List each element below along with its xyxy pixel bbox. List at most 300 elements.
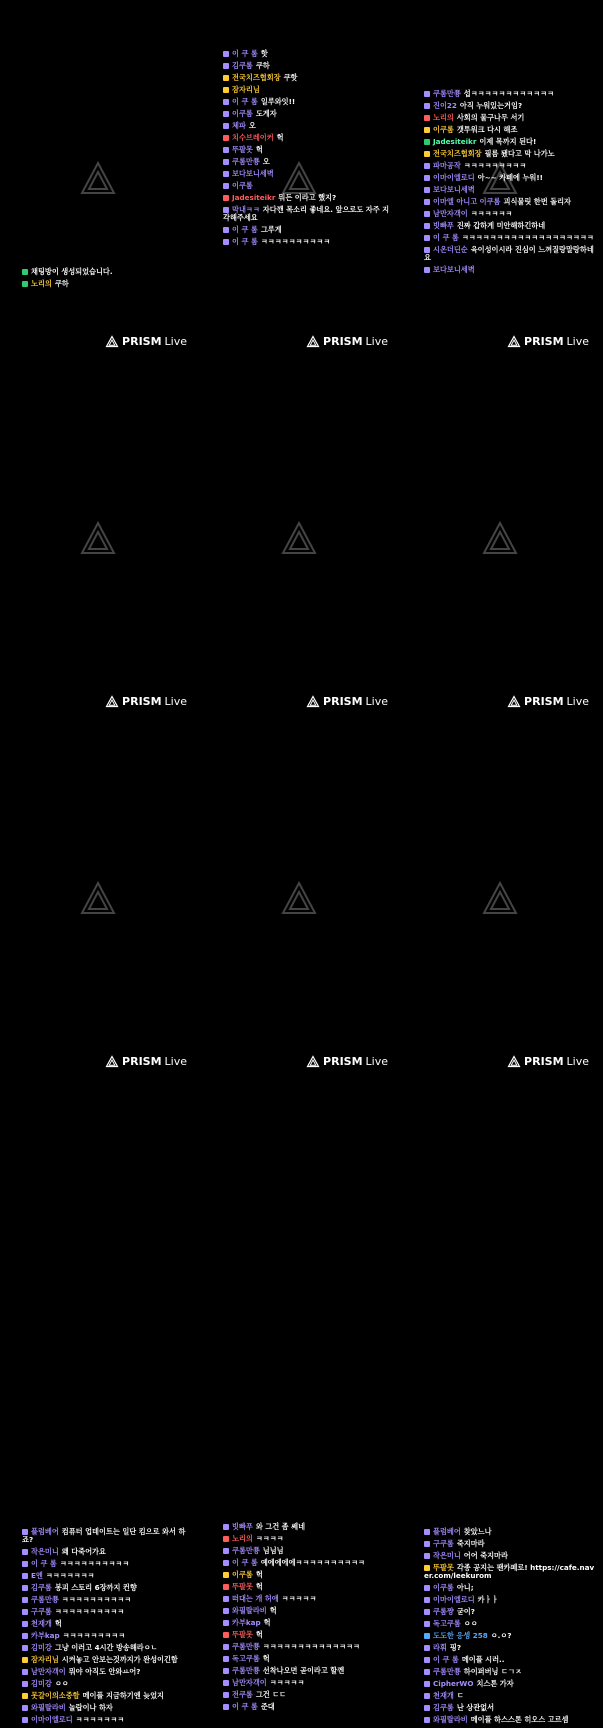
chat-nickname: 구쿠롬 bbox=[31, 1607, 52, 1616]
brand-name: PRISM bbox=[122, 695, 162, 708]
user-badge-icon bbox=[223, 99, 229, 105]
user-badge-icon bbox=[424, 1541, 430, 1547]
user-badge-icon bbox=[424, 1645, 430, 1651]
chat-text: 님님님 bbox=[262, 1546, 284, 1555]
brand-suffix: Live bbox=[566, 695, 589, 708]
chat-text: 헉 bbox=[54, 1619, 62, 1628]
chat-nickname: 뚜팔못 bbox=[232, 1630, 253, 1639]
chat-message bbox=[22, 1644, 195, 1652]
chat-message bbox=[22, 1584, 195, 1592]
chat-nickname: 이마엘 아니고 이쿠롬 bbox=[433, 197, 501, 206]
chat-message bbox=[223, 1607, 396, 1615]
chat-nickname: Jadesiteikr bbox=[232, 193, 276, 202]
prism-logo-icon bbox=[508, 1056, 520, 1067]
chat-text: 그냥 이러고 4시간 방송해라ㅇㄴ bbox=[54, 1643, 158, 1652]
user-badge-icon bbox=[223, 171, 229, 177]
chat-nickname: 이쿠롬 bbox=[433, 125, 454, 134]
chat-message bbox=[424, 246, 597, 262]
chat-message bbox=[223, 1631, 396, 1639]
brand-name: PRISM bbox=[524, 335, 564, 348]
chat-nickname: 빗빠푸 bbox=[232, 1522, 253, 1531]
chat-nickname: 이 쿠 롬 bbox=[232, 1558, 258, 1567]
chat-text: 어어 죽지마라 bbox=[463, 1551, 508, 1560]
chat-nickname: 카부kap bbox=[31, 1631, 60, 1640]
chat-message bbox=[424, 1692, 597, 1700]
chat-message bbox=[22, 1528, 195, 1544]
user-badge-icon bbox=[424, 1693, 430, 1699]
chat-message bbox=[424, 138, 597, 146]
chat-nickname: CipherWO bbox=[433, 1679, 474, 1688]
chat-nickname: 카부kap bbox=[232, 1618, 261, 1627]
chat-panel bbox=[402, 720, 601, 1724]
chat-message bbox=[424, 1620, 597, 1628]
chat-message bbox=[223, 206, 396, 222]
user-badge-icon bbox=[223, 1632, 229, 1638]
chat-message bbox=[223, 1679, 396, 1687]
chat-list bbox=[424, 1528, 597, 1728]
chat-nickname: 김미강 bbox=[31, 1643, 52, 1652]
chat-list bbox=[424, 90, 597, 278]
user-badge-icon bbox=[424, 115, 430, 121]
user-badge-icon bbox=[223, 147, 229, 153]
brand-suffix: Live bbox=[164, 1055, 187, 1068]
prism-logo-icon bbox=[106, 1056, 118, 1067]
user-badge-icon bbox=[22, 1705, 28, 1711]
prism-watermark-icon bbox=[80, 520, 116, 556]
prism-logo-icon bbox=[307, 696, 319, 707]
chat-message bbox=[223, 74, 396, 82]
chat-list bbox=[223, 1523, 396, 1715]
chat-text: ㅋㅋㅋㅋㅋㅋㅋㅋㅋㅋㅋㅋㅋㅋ bbox=[262, 1642, 360, 1651]
chat-message bbox=[22, 1572, 195, 1580]
chat-panel bbox=[402, 360, 601, 716]
chat-nickname: 쿠롬만쭁 bbox=[232, 1642, 260, 1651]
chat-message bbox=[223, 146, 396, 154]
user-badge-icon bbox=[223, 195, 229, 201]
chat-nickname: 보다보니세벽 bbox=[433, 265, 475, 274]
chat-text: ㅇㅇ bbox=[54, 1679, 69, 1688]
chat-text: 준대 bbox=[260, 1702, 275, 1711]
chat-message bbox=[22, 280, 195, 288]
chat-message bbox=[424, 1596, 597, 1604]
chat-text: 섭ㅋㅋㅋㅋㅋㅋㅋㅋㅋㅋㅋㅋ bbox=[463, 89, 555, 98]
chat-message bbox=[424, 1564, 597, 1580]
prism-logo-icon bbox=[508, 336, 520, 347]
user-badge-icon bbox=[223, 1668, 229, 1674]
chat-nickname: 김쿠롬 bbox=[433, 1703, 454, 1712]
user-badge-icon bbox=[424, 103, 430, 109]
user-badge-icon bbox=[22, 1669, 28, 1675]
user-badge-icon bbox=[223, 1524, 229, 1530]
chat-nickname: 보다보니세벽 bbox=[433, 185, 475, 194]
chat-message bbox=[22, 1692, 195, 1700]
chat-nickname: 이 쿠 롬 bbox=[31, 1559, 57, 1568]
chat-text: 메이플 시러.. bbox=[461, 1655, 505, 1664]
prism-live-logo bbox=[307, 1055, 388, 1068]
chat-message bbox=[223, 170, 396, 178]
chat-message bbox=[223, 1559, 396, 1567]
user-badge-icon bbox=[22, 1573, 28, 1579]
chat-nickname: 와필랄라비 bbox=[31, 1703, 66, 1712]
user-badge-icon bbox=[223, 1656, 229, 1662]
chat-text: ㅇ.ㅇ? bbox=[490, 1631, 512, 1640]
chat-text: 카ㅏㅏ bbox=[477, 1595, 499, 1604]
chat-text: 갯투워크 다시 해조 bbox=[456, 125, 518, 134]
chat-text: 아~~ 카페에 누워!! bbox=[477, 173, 543, 182]
chat-text: 헉 bbox=[269, 1606, 277, 1615]
brand-suffix: Live bbox=[164, 695, 187, 708]
brand-suffix: Live bbox=[566, 335, 589, 348]
user-badge-icon bbox=[223, 87, 229, 93]
brand-suffix: Live bbox=[365, 1055, 388, 1068]
chat-message bbox=[223, 1667, 396, 1675]
user-badge-icon bbox=[22, 269, 28, 275]
chat-message bbox=[223, 1595, 396, 1603]
chat-nickname: 이마이엘로디 bbox=[31, 1715, 73, 1724]
user-badge-icon bbox=[223, 159, 229, 165]
chat-text: 일루와잇!! bbox=[260, 97, 296, 106]
chat-nickname: 노리의 bbox=[433, 113, 454, 122]
user-badge-icon bbox=[223, 1704, 229, 1710]
chat-nickname: 이쿠롬 bbox=[232, 1570, 253, 1579]
user-badge-icon bbox=[223, 239, 229, 245]
chat-message bbox=[223, 1523, 396, 1531]
chat-nickname: 쿠롬만쭁 bbox=[31, 1595, 59, 1604]
chat-text: 시켜놓고 안보는것까지가 완성이긴함 bbox=[61, 1655, 178, 1664]
user-badge-icon bbox=[424, 151, 430, 157]
user-badge-icon bbox=[424, 223, 430, 229]
chat-text: ㅋㅋㅋㅋㅋㅋㅋ bbox=[75, 1715, 125, 1724]
chat-text: 헉 bbox=[262, 1654, 270, 1663]
brand-suffix: Live bbox=[566, 1055, 589, 1068]
chat-text: 필름 됐다고 막 나가노 bbox=[484, 149, 555, 158]
chat-text: 오 bbox=[262, 157, 270, 166]
chat-message bbox=[424, 1552, 597, 1560]
chat-nickname: 김쿠롬 bbox=[31, 1583, 52, 1592]
chat-nickname: 떠대는 개 허애 bbox=[232, 1594, 279, 1603]
user-badge-icon bbox=[424, 139, 430, 145]
chat-nickname: 노리의 bbox=[31, 279, 52, 288]
chat-text: 자다깬 목소리 좋네요. 앞으로도 자주 지각해주세요 bbox=[223, 205, 390, 222]
chat-text: ㅋㅋㅋㅋㅋㅋㅋㅋㅋ bbox=[463, 161, 527, 170]
user-badge-icon bbox=[22, 1597, 28, 1603]
chat-message bbox=[424, 198, 597, 206]
chat-text: 쿠하 bbox=[255, 61, 270, 70]
brand-name: PRISM bbox=[122, 335, 162, 348]
chat-text: ㅋㅋㅋㅋㅋㅋㅋㅋㅋㅋ bbox=[54, 1607, 125, 1616]
chat-nickname: 라휘 bbox=[433, 1643, 447, 1652]
user-badge-icon bbox=[22, 1657, 28, 1663]
chat-text: 각종 공지는 팬카페로! https://cafe.naver.com/leekurom bbox=[424, 1563, 595, 1580]
chat-text: 괴식물릿 한번 돌리자 bbox=[503, 197, 571, 206]
chat-text: 핫 bbox=[260, 49, 268, 58]
chat-text: 왜 다죽어가요 bbox=[61, 1547, 106, 1556]
chat-list bbox=[223, 50, 396, 250]
chat-text: 오 bbox=[248, 121, 256, 130]
user-badge-icon bbox=[223, 135, 229, 141]
chat-message bbox=[223, 1643, 396, 1651]
chat-text: 핑? bbox=[449, 1643, 462, 1652]
chat-nickname: 못갈이의소중함 bbox=[31, 1691, 80, 1700]
chat-message bbox=[223, 1535, 396, 1543]
chat-message bbox=[424, 210, 597, 218]
chat-nickname: 뚜팔못 bbox=[232, 1582, 253, 1591]
chat-nickname: 이쿠롬 bbox=[232, 109, 253, 118]
chat-nickname: 치수브레이커 bbox=[232, 133, 274, 142]
chat-message bbox=[22, 1716, 195, 1724]
chat-nickname: 전국치즈협회장 bbox=[232, 73, 281, 82]
chat-nickname: 시온더딘순 bbox=[433, 245, 468, 254]
user-badge-icon bbox=[424, 1681, 430, 1687]
chat-message bbox=[424, 234, 597, 242]
chat-nickname: 플럼베어 bbox=[433, 1527, 461, 1536]
chat-nickname: 이 쿠 롬 bbox=[232, 97, 258, 106]
prism-live-logo bbox=[508, 695, 589, 708]
chat-message bbox=[424, 266, 597, 274]
chat-text: 메이플 지금하기엔 늦었지 bbox=[82, 1691, 164, 1700]
user-badge-icon bbox=[22, 1609, 28, 1615]
chat-text: 봉괴 스토리 6장까지 컨향 bbox=[54, 1583, 137, 1592]
chat-nickname: 쿠롬만쭁 bbox=[232, 1666, 260, 1675]
chat-message bbox=[22, 1680, 195, 1688]
chat-message bbox=[22, 1620, 195, 1628]
prism-live-logo bbox=[307, 335, 388, 348]
prism-live-logo bbox=[106, 335, 187, 348]
chat-text: 채팅방이 생성되었습니다. bbox=[31, 267, 113, 276]
chat-nickname: 쿠롬만쭁 bbox=[232, 1546, 260, 1555]
user-badge-icon bbox=[22, 281, 28, 287]
chat-message bbox=[424, 1528, 597, 1536]
chat-nickname: 김미강 bbox=[31, 1679, 52, 1688]
chat-message bbox=[223, 226, 396, 234]
user-badge-icon bbox=[424, 1529, 430, 1535]
chat-message bbox=[22, 268, 195, 276]
chat-nickname: 도도한 응셍 258 bbox=[433, 1631, 488, 1640]
chat-message bbox=[22, 1608, 195, 1616]
chat-nickname: 작은미니 bbox=[433, 1551, 461, 1560]
chat-nickname: 구쿠롬 bbox=[433, 1539, 454, 1548]
chat-nickname: 체파 bbox=[232, 121, 246, 130]
user-badge-icon bbox=[424, 199, 430, 205]
chat-text: 선착나오면 곧이라고 할껜 bbox=[262, 1666, 345, 1675]
user-badge-icon bbox=[424, 235, 430, 241]
chat-message bbox=[223, 194, 396, 202]
chat-message bbox=[223, 98, 396, 106]
user-badge-icon bbox=[424, 91, 430, 97]
chat-text: 아직 누워있는거임? bbox=[459, 101, 523, 110]
user-badge-icon bbox=[22, 1585, 28, 1591]
chat-nickname: 파마공작 bbox=[433, 161, 461, 170]
chat-nickname: 작은미니 bbox=[31, 1547, 59, 1556]
chat-text: 컴퓨터 업데이트는 일단 킴으로 와서 하죠? bbox=[22, 1527, 186, 1544]
chat-nickname: 쿠롬만쭁 bbox=[433, 89, 461, 98]
chat-text: 하이퍼버닝 ㄷㄱㅈ bbox=[463, 1667, 522, 1676]
chat-nickname: 이 쿠 롬 bbox=[433, 233, 459, 242]
chat-message bbox=[424, 1668, 597, 1676]
chat-text: 그건 ㄷㄷ bbox=[255, 1690, 287, 1699]
brand-name: PRISM bbox=[524, 695, 564, 708]
chat-text: 헉 bbox=[255, 145, 263, 154]
prism-logo-icon bbox=[508, 696, 520, 707]
chat-panel bbox=[201, 360, 400, 716]
chat-text: 메이플 하스스톤 히오스 고르셈 bbox=[470, 1715, 569, 1724]
chat-text: ㅋㅋㅋㅋㅋㅋㅋㅋㅋㅋ bbox=[260, 237, 331, 246]
chat-message bbox=[424, 1644, 597, 1652]
chat-message bbox=[424, 1704, 597, 1712]
chat-message bbox=[223, 1655, 396, 1663]
user-badge-icon bbox=[424, 1669, 430, 1675]
chat-message bbox=[22, 1632, 195, 1640]
chat-nickname: 이 쿠 롬 bbox=[433, 1655, 459, 1664]
user-badge-icon bbox=[22, 1681, 28, 1687]
chat-nickname: 빗빠푸 bbox=[433, 221, 454, 230]
chat-text: ㅋㅋㅋㅋㅋㅋ bbox=[470, 209, 513, 218]
chat-nickname: 이쿠롬 bbox=[433, 1583, 454, 1592]
prism-watermark-icon bbox=[80, 160, 116, 196]
chat-text: ㅋㅋㅋㅋㅋㅋㅋㅋㅋㅋ bbox=[59, 1559, 130, 1568]
user-badge-icon bbox=[424, 1585, 430, 1591]
chat-message bbox=[223, 50, 396, 58]
user-badge-icon bbox=[223, 1692, 229, 1698]
chat-message bbox=[424, 1680, 597, 1688]
prism-watermark-icon bbox=[281, 880, 317, 916]
chat-text: 아니; bbox=[456, 1583, 474, 1592]
chat-text: 쿠핫 bbox=[283, 73, 298, 82]
user-badge-icon bbox=[223, 1608, 229, 1614]
prism-watermark-icon bbox=[80, 880, 116, 916]
chat-text: ㅋㅋㅋㅋ bbox=[255, 1534, 284, 1543]
prism-watermark-icon bbox=[281, 520, 317, 556]
chat-message bbox=[22, 1560, 195, 1568]
user-badge-icon bbox=[223, 51, 229, 57]
chat-text: 뭐든 이라고 했지? bbox=[278, 193, 337, 202]
chat-text: 찾았느나 bbox=[463, 1527, 492, 1536]
chat-text: ㅋㅋㅋㅋㅋ bbox=[269, 1678, 305, 1687]
prism-watermark-icon bbox=[482, 520, 518, 556]
chat-message bbox=[424, 1632, 597, 1640]
user-badge-icon bbox=[223, 227, 229, 233]
chat-text: ㄷ bbox=[456, 1691, 464, 1700]
chat-message bbox=[223, 182, 396, 190]
user-badge-icon bbox=[223, 1644, 229, 1650]
user-badge-icon bbox=[22, 1621, 28, 1627]
chat-message bbox=[223, 110, 396, 118]
chat-text: 헉 bbox=[276, 133, 284, 142]
chat-message bbox=[22, 1704, 195, 1712]
chat-nickname: 전국치즈협회장 bbox=[433, 149, 482, 158]
chat-panel bbox=[402, 0, 601, 356]
chat-text: 굳이? bbox=[456, 1607, 475, 1616]
prism-logo-icon bbox=[106, 696, 118, 707]
prism-logo-icon bbox=[307, 336, 319, 347]
chat-nickname: Jadesiteikr bbox=[433, 137, 477, 146]
chat-nickname: 천재개 bbox=[433, 1691, 454, 1700]
chat-text: 그루게 bbox=[260, 225, 282, 234]
chat-text: 놀랍이나 하자 bbox=[68, 1703, 113, 1712]
user-badge-icon bbox=[424, 1633, 430, 1639]
chat-nickname: 보다보니세벽 bbox=[232, 169, 274, 178]
chat-nickname: 이마이엘로디 bbox=[433, 173, 475, 182]
chat-message bbox=[223, 1583, 396, 1591]
user-badge-icon bbox=[223, 111, 229, 117]
chat-nickname: 남만자객이 bbox=[31, 1667, 66, 1676]
user-badge-icon bbox=[22, 1549, 28, 1555]
chat-nickname: 막내ㅋㅋ bbox=[232, 205, 260, 214]
prism-live-logo bbox=[508, 335, 589, 348]
chat-nickname: 남만자객이 bbox=[232, 1678, 267, 1687]
user-badge-icon bbox=[424, 1553, 430, 1559]
brand-suffix: Live bbox=[365, 335, 388, 348]
chat-message bbox=[22, 1656, 195, 1664]
user-badge-icon bbox=[424, 1609, 430, 1615]
chat-nickname: 플럼베어 bbox=[31, 1527, 59, 1536]
chat-text: ㅋㅋㅋㅋㅋㅋㅋㅋㅋ bbox=[62, 1631, 126, 1640]
chat-message bbox=[223, 122, 396, 130]
chat-message bbox=[424, 186, 597, 194]
user-badge-icon bbox=[424, 211, 430, 217]
user-badge-icon bbox=[223, 1584, 229, 1590]
user-badge-icon bbox=[223, 123, 229, 129]
chat-text: 죽지마라 bbox=[456, 1539, 485, 1548]
chat-text: 사회의 물구나무 서기 bbox=[456, 113, 525, 122]
chat-nickname: 독고쿠롬 bbox=[433, 1619, 461, 1628]
chat-message bbox=[424, 222, 597, 230]
chat-nickname: 뚜팔못 bbox=[232, 145, 253, 154]
chat-message bbox=[223, 1619, 396, 1627]
user-badge-icon bbox=[223, 1560, 229, 1566]
user-badge-icon bbox=[223, 1548, 229, 1554]
brand-name: PRISM bbox=[122, 1055, 162, 1068]
brand-name: PRISM bbox=[323, 335, 363, 348]
user-badge-icon bbox=[223, 1572, 229, 1578]
chat-text: 이제 목까지 된다! bbox=[479, 137, 537, 146]
chat-message bbox=[223, 62, 396, 70]
chat-panel bbox=[0, 0, 199, 356]
user-badge-icon bbox=[223, 1536, 229, 1542]
prism-live-logo bbox=[106, 695, 187, 708]
chat-text: ㅋㅋㅋㅋㅋㅋㅋㅋㅋㅋㅋㅋㅋㅋㅋㅋㅋㅋㅋ bbox=[461, 233, 594, 242]
chat-panel bbox=[0, 360, 199, 716]
user-badge-icon bbox=[223, 1680, 229, 1686]
chat-text: 진짜 갑하게 미안해하긴하네 bbox=[456, 221, 546, 230]
chat-text: 치스톤 가자 bbox=[476, 1679, 514, 1688]
brand-suffix: Live bbox=[164, 335, 187, 348]
chat-message bbox=[223, 86, 396, 94]
user-badge-icon bbox=[424, 1657, 430, 1663]
chat-message bbox=[424, 162, 597, 170]
chat-nickname: E엔 bbox=[31, 1571, 43, 1580]
chat-nickname: 쿠롬만쭁 bbox=[232, 157, 260, 166]
chat-text: 예에에에에ㅋㅋㅋㅋㅋㅋㅋㅋㅋㅋ bbox=[260, 1558, 365, 1567]
chat-nickname: 잠자리님 bbox=[232, 85, 260, 94]
user-badge-icon bbox=[223, 1620, 229, 1626]
prism-live-logo bbox=[106, 1055, 187, 1068]
chat-nickname: 이 쿠 롬 bbox=[232, 1702, 258, 1711]
chat-text: 헉 bbox=[255, 1630, 263, 1639]
chat-nickname: 이마이엘로디 bbox=[433, 1595, 475, 1604]
chat-nickname: 이 쿠 롬 bbox=[232, 49, 258, 58]
chat-text: 쿠하 bbox=[54, 279, 69, 288]
chat-nickname: 이쿠롬 bbox=[232, 181, 253, 190]
chat-message bbox=[424, 126, 597, 134]
chat-text: 헉 bbox=[255, 1582, 263, 1591]
chat-nickname: 잠자리님 bbox=[31, 1655, 59, 1664]
chat-nickname: 전쿠롬 bbox=[232, 1690, 253, 1699]
chat-message bbox=[424, 102, 597, 110]
user-badge-icon bbox=[424, 163, 430, 169]
brand-name: PRISM bbox=[524, 1055, 564, 1068]
chat-text: 와 그건 좀 쎄네 bbox=[255, 1522, 306, 1531]
